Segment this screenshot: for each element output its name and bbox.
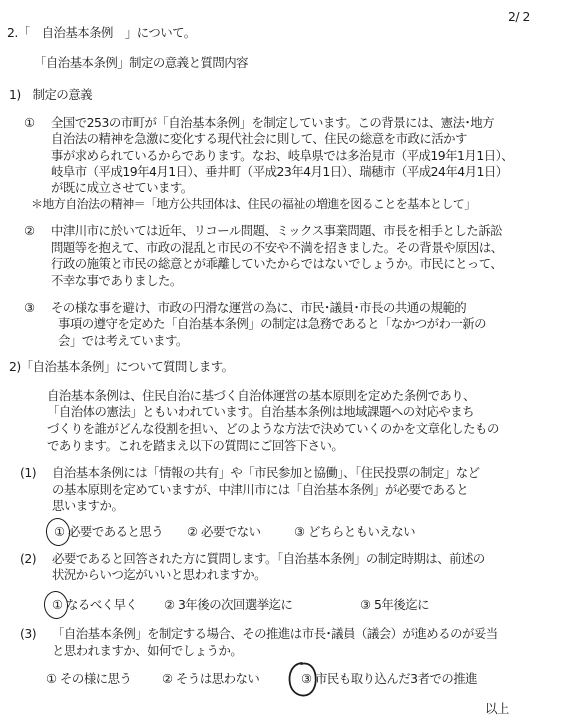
intro-line-2: 「自治体の憲法」ともいわれています。自治基本条例は地域課題への対応やまち	[47, 404, 475, 419]
question-3-option-2[interactable]: ② そうは思わない	[162, 671, 260, 686]
item-2-line-1: 中津川市に於いては近年、リコール問題、ミックス事業問題、市長を相手とした訴訟	[51, 223, 502, 238]
question-3-line-2: と思われますか、如何でしょうか。	[52, 643, 243, 658]
item-1-line-5: が既に成立させています。	[51, 180, 193, 195]
question-2-line-1: 必要であると回答された方に質問します。「自治基本条例」の制定時期は、前述の	[52, 551, 485, 566]
item-2-line-4: 不幸な事でありました。	[51, 273, 182, 288]
selected-answer-circle	[42, 589, 70, 620]
question-2-line-2: 状況からいつ迄がいいと思われますか。	[52, 567, 267, 582]
question-3-line-1: 「自治基本条例」を制定する場合、その推進は市長･議員（議会）が進めるのが妥当	[52, 626, 498, 641]
question-2-option-1[interactable]: ① なるべく早く	[52, 597, 138, 612]
question-3-option-3[interactable]: ③ 市民も取り込んだ3者での推進	[301, 671, 478, 686]
question-1-line-2: の基本原則を定めていますが、中津川市には「自治基本条例」が必要であると	[52, 482, 469, 497]
item-1-line-1: 全国で253の市町が「自治基本条例」を制定しています。この背景には、憲法･地方	[51, 115, 495, 130]
item-2-line-3: 行政の施策と市民の総意とが乖離していたからではないでしょうか。市民にとって、	[51, 256, 503, 271]
item-3-line-2: 事項の遵守を定めた「自治基本条例」の制定は急務であると「なかつがわ一新の	[58, 316, 487, 331]
selected-answer-circle	[44, 516, 72, 547]
intro-line-1: 自治基本条例は、住民自治に基づく自治体運営の基本原則を定めた条例であり、	[47, 388, 476, 403]
item-3-marker: ③	[24, 300, 35, 315]
intro-line-4: であります。これを踏まえ以下の質問にご回答下さい。	[47, 438, 344, 453]
item-2-line-2: 問題等を抱えて、市政の混乱と市民の不安や不満を招きました。その背景や原因は、	[51, 240, 503, 255]
question-3-option-1[interactable]: ① その様に思う	[46, 671, 132, 686]
item-3-line-1: その様な事を避け、市政の円滑な運営の為に、市民･議員･市長の共通の規範的	[51, 300, 467, 315]
question-1-line-3: 思いますか。	[52, 498, 124, 513]
question-3-marker: (3)	[20, 626, 37, 641]
page-number: 2/ 2	[508, 9, 530, 24]
page-subheading: 「自治基本条例」制定の意義と質問内容	[34, 55, 249, 70]
item-1-note: ＊地方自治法の精神＝「地方公共団体は、住民の福祉の増進を図ることを基本として」	[31, 197, 476, 211]
question-2-option-3[interactable]: ③ 5年後迄に	[360, 597, 429, 612]
item-1-line-2: 自治法の精神を急激に変化する現代社会に則して、住民の総意を市政に活かす	[51, 131, 467, 146]
item-3-line-3: 会」では考えています。	[58, 333, 188, 348]
question-1-option-1[interactable]: ① 必要であると思う	[54, 524, 164, 539]
question-1-option-2[interactable]: ② 必要でない	[187, 524, 261, 539]
closing-text: 以上	[485, 701, 509, 716]
item-2-marker: ②	[24, 223, 35, 238]
section-2-title: 2)「自治基本条例」について質問します。	[9, 359, 234, 374]
item-1-line-3: 事が求められているからであります。なお、岐阜県では多治見市（平成19年1月1日）、	[51, 148, 514, 163]
page-heading: 2.「 自治基本条例 」について。	[7, 25, 196, 40]
question-1-option-3[interactable]: ③ どちらともいえない	[294, 524, 416, 539]
question-1-marker: (1)	[20, 465, 37, 480]
question-1-line-1: 自治基本条例には「情報の共有」や「市民参加と協働」、「住民投票の制定」など	[52, 465, 480, 480]
selected-answer-circle	[286, 660, 320, 700]
item-1-marker: ①	[24, 115, 35, 130]
question-2-marker: (2)	[20, 551, 37, 566]
section-1-title: 1) 制定の意義	[9, 87, 93, 102]
intro-line-3: づくりを誰がどんな役割を担い、どのような方法で決めていくのかを文章化したもの	[47, 421, 499, 436]
item-1-line-4: 岐阜市（平成19年4月1日）、垂井町（平成23年4月1日）、瑞穂市（平成24年4月1日）	[51, 164, 508, 179]
question-2-option-2[interactable]: ② 3年後の次回選挙迄に	[164, 597, 293, 612]
